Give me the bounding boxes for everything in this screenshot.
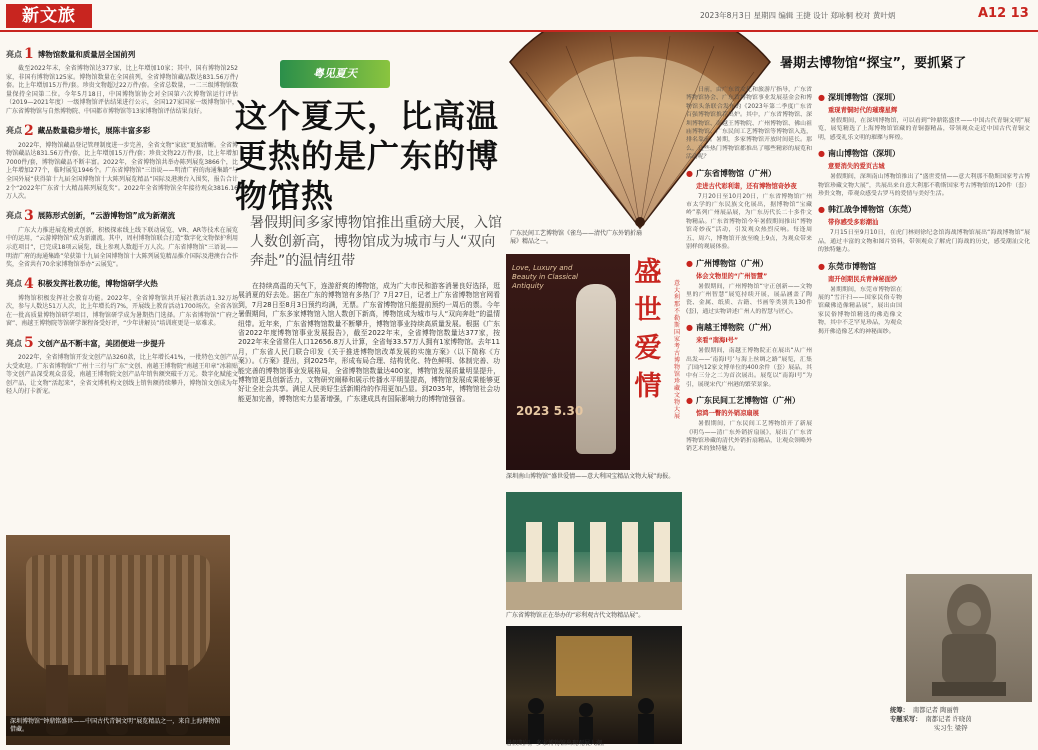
visitors-photo — [506, 626, 682, 744]
museum-section — [818, 204, 1030, 254]
bullet-icon: ● — [686, 396, 693, 406]
credits-block — [890, 706, 1030, 733]
point-label: 亮点 — [6, 126, 22, 136]
bullet-icon: ● — [818, 93, 825, 102]
bronze-vessel-photo — [6, 535, 230, 745]
museum-section — [818, 92, 1030, 142]
point-title: 积极发挥社教功能，博物馆研学火热 — [37, 279, 158, 289]
section-text: 暑假期间，广东民间工艺博物馆开了新展《明鸟——清广东外销折扇展》，展出了广东省博物馆珍藏的清代外销折扇精品，让观众领略外销艺术的独特魅力。 — [686, 421, 812, 453]
statue-figure — [576, 284, 616, 454]
right-column-a — [686, 86, 812, 454]
bullet-icon: ● — [818, 205, 825, 215]
lead-article-text: 在持续高温的天气下，连游舒爽的博物馆，成为广大市民和游客消暑良好选择，逛展消夏的好去处。据在广东的博物馆有多热门？7月27日，记者上广东省博物馆官网看到，7月28日至8月3日预约均满，无票。广东省博物馆只能提前预约一周后的票。今年暑假期间，广东多家博物馆入馆人数创下新高，博物馆成为城市与人“双向奔赴”的温情纽带。近年来，广东省博物馆数量不断攀升，博物馆事业持续高质量发展。根据《广东省2022年度博物馆事业发展报告》，截至2022年末，全省博物馆数量达377家，按2022年末全省常住人口12656.8万人计算，全省每33.57万人拥有1家博物馆。去年11月，广东省人民门联合印发《关于推进博物馆改革发展的实施方案》（以下简称《方案》）。《方案》提出，到2025年，形成布局合理、结构优化、特色鲜明、体制完善、功能完善的博物馆事业发展格局，全省博物馆数量达400家，博物馆发展质量明显提升，博物馆更具创新活力，文物研究阐释和展示传播水平明显提高，博物馆发展成果能够更好让全社会共享。满足人民美好生活新期待的作用更加凸显。到2035年，博物馆社会功能更加完善，博物馆实力显著增强，广东建成具有国际影响力的博物馆强省。 — [238, 282, 500, 403]
museum-section — [818, 261, 1030, 336]
section-title: 南越王博物院（广州） — [695, 323, 776, 333]
bullet-icon: ● — [818, 149, 825, 159]
right-column-b — [818, 86, 1030, 336]
point-4 — [6, 276, 238, 329]
right-intro: 日前，由广东省文化和旅游厅指导，广东省博物馆协会、广东省博物馆事业发展基金会和博物馆头条联合发布的《2023年第二季度广东省百强博物馆推荐出炉。其中，广东省博物馆、深圳博物馆、南越王博物院、广州博物馆、佛山祖庙博物馆、广东民间工艺博物馆等博物馆入选，排名靠前。暑期，多家博物馆开放时间延长。那么，这些热门博物馆都推出了哪些精彩的展览和活动呢？ — [686, 87, 812, 161]
sub-headline: 暑假期间多家博物馆推出重磅大展，入馆人数创新高，博物馆成为城市与人“双向奔赴”的温情纽带 — [250, 215, 502, 269]
point-2 — [6, 123, 238, 202]
point-number: 3 — [24, 207, 34, 224]
section-subtitle: 重现青铜时代的璀璨星辉 — [828, 107, 898, 114]
section-title: 南山博物馆（深圳） — [827, 149, 900, 159]
point-title: 展陈形式创新，“云游博物馆”成为新潮流 — [37, 211, 176, 221]
museum-section — [686, 395, 812, 454]
section-title: 广东省博物馆（广州） — [695, 168, 776, 178]
section-title: 东莞市博物馆 — [827, 261, 876, 271]
point-text: 2022年，博物馆藏品登记管理制度进一步完善，全省文物“家底”更加清晰。全省博物馆藏品达831.56万件/套，比上年增加15万件/套；珍贵文物22万件/套，比上年增加7000件/套，博物馆藏品不断丰富。2022年，全省博物馆共举办陈列展览3866个，比上年增加277个，临时展览1946个。广东省博物馆“三语说——明清广府的海通集路”与全国外展“获得第十九届全国博物馆十大陈列展览精品”国际及港澳台入围奖，报告合计2个“2022年广东省十大精品陈列展览奖”。2022年全省博物馆全年接待观众3816.16万人次。 — [6, 141, 238, 201]
point-text: 2022年，全省博物馆开发文创产品3260款，比上年增长41%，一批特色文创产品大受欢迎。广东省博物馆“广州十三行与广东”文创、南越王博物院“南越王印章”冰箱贴等文创产品深受观众喜爱，南越王博物院文创产品年销售额突破千万元。数字化赋能文创产品，让文物“活起来”，全省文博机构文创线上销售额持续攀升，博物馆文创成为年轻人的打卡新宠。 — [6, 354, 238, 396]
point-label: 亮点 — [6, 338, 22, 348]
bullet-icon: ● — [686, 258, 693, 268]
section-subtitle: 南开创期民兵青神秘面纱 — [828, 275, 898, 283]
section-subtitle: 走进古代彩利谐，还有博物馆奇妙夜 — [696, 182, 797, 190]
visitors-illustration — [506, 626, 682, 744]
exhibition-hall-photo — [506, 492, 682, 610]
red-title-char: 盛 — [634, 257, 662, 288]
edition-date: 2023年8月3日 星期四 编辑 王捷 设计 郑咏桐 校对 黄叶炳 — [700, 11, 896, 20]
point-text: 博物馆积极发挥社会教育功能。2022年，全省博物馆共开展社教活动1.32万场次，参与人数达51万人次，比上年增长约7%，开展线上教育活动1700场次。全省各馆在一批高质量博物馆研学项目，博物馆研学成为暑期热门选择。广东省博物馆“广府之窗”、南越王博物院等馆研学课程备受好评，“少年讲解员”培训班更是一席难求。 — [6, 294, 238, 328]
credit-value: 南都记者 许晓茵 — [925, 716, 972, 723]
point-5 — [6, 335, 238, 397]
point-number: 2 — [24, 122, 34, 139]
point-1 — [6, 46, 238, 117]
section-text: 暑假期间，广州博物馆“守正创新——文物里的广州智慧”展览持续开展，展品涵盖了陶瓷、金属、纸质、古籍、书画等类别共130件(套)，通过实物讲述广州人的智慧与匠心。 — [686, 283, 812, 315]
section-title: 韩江战争博物馆（东莞） — [827, 205, 916, 215]
point-number: 4 — [24, 275, 34, 292]
section-text: 暑期期间，东莞市博物馆在展的“雪汗扫——国家民俗专物馆藏佛造像精品展”，展出由国家民俗博物馆精选的佛造像文物，其中不乏罕见珍品，为观众揭开佛造像艺术的神秘面纱。 — [818, 286, 902, 335]
museum-section — [686, 258, 812, 317]
fan-photo-caption: 广东民间工艺博物馆《雀鸟——清代广东外销折扇展》精品之一。 — [510, 230, 643, 245]
exhibition-poster — [506, 254, 630, 470]
credit-key: 统筹： — [890, 707, 909, 714]
point-number: 5 — [24, 335, 34, 352]
poster-title: Love, Luxury and Beauty in Classical Antiquity — [512, 264, 578, 290]
section-subtitle: 来看“南海I号” — [696, 337, 739, 345]
bullet-icon: ● — [686, 168, 693, 178]
page-number: A12 13 — [978, 6, 1029, 21]
credit-value: 南都记者 陶丽曾 — [912, 707, 959, 714]
section-title: 广州博物馆（广州） — [695, 258, 768, 268]
main-headline: 这个夏天，比高温更热的是广东的博物馆热 — [235, 97, 500, 215]
bronze-vessel-body — [26, 555, 210, 675]
point-label: 亮点 — [6, 211, 22, 221]
section-title: 深圳博物馆（深圳） — [827, 93, 900, 102]
poster-date: 2023 5.30 — [516, 404, 584, 418]
point-text: 广东大力推进展览模式创新，积极探索线上线下联动展览、VR、AR等技术在展览中的运用，“云游博物馆”成为新潮流。其中，周村博物馆联合打造“数字化文物保护利用示范项目”，已完成18项云展览，线上参观人数超千万人次。广东省博物馆“三语说——明清广府的海通集路”荣获第十九届全国博物馆十大陈列展览精品推介国际及港澳台合作奖，全省共有70余家博物馆举办“云展览”。 — [6, 226, 238, 269]
section-subtitle: 体会文物里的“广州智慧” — [696, 272, 768, 280]
hall-photo-caption: 广东省博物馆正在举办的“彩利观古代文物精品展”。 — [506, 612, 645, 619]
buddha-statue-photo — [906, 574, 1032, 702]
point-3 — [6, 208, 238, 270]
section-title: 广东民间工艺博物馆（广州） — [695, 396, 800, 406]
hall-illustration — [506, 492, 682, 610]
museum-section — [686, 168, 812, 252]
section-text: 暑假期间，深圳南山博物馆推出了“盛世爱情——意大利那不勒斯国家考古博物馆珍藏文物大展”，共展出来自意大利那不勒斯国家考古博物馆的120件（套）珍贵文物，带观众感受古罗马的爱情与美好生活。 — [818, 174, 1030, 198]
point-number: 1 — [24, 46, 34, 62]
buddha-illustration — [906, 574, 1032, 702]
section-subtitle: 惊鸿一瞥的外销凉扇展 — [696, 410, 759, 418]
point-title: 文创产品不断丰富，美团便进一步提升 — [37, 338, 166, 348]
red-title-char: 世 — [634, 295, 662, 326]
masthead: 新文旅 — [6, 4, 92, 28]
section-text: 暑假期间，南越王博物院正在展出“从广州出发——‘南海I号’与海上丝绸之路”展览，汇集了国内12家文博单位的400余件（套）展品，其中有三分之二为首次展出。展览以“南海I号”为引，展现宋代广州港的繁荣景象。 — [686, 348, 812, 388]
point-label: 亮点 — [6, 279, 22, 289]
right-headline: 暑期去博物馆“探宝”，要抓紧了 — [780, 56, 967, 71]
credit-value: 实习生 梁锌 — [934, 725, 968, 732]
point-text: 截至2022年末，全省博物馆达377家，比上年增加10家；其中，国有博物馆252家，非国有博物馆125家。博物馆数量在全国前列，全省博物馆藏品数达831.56万件/套。比上年增加15万件/套。珍贵文物超过22万件/套。全省总数量，一二三级博物馆数量保持全国第二位。今年5月18日，中国博物馆协会对全国第六次博物馆运行评估（2019—2021年度）一级博物馆评估结果进行公示，全国127家国家一级博物馆中，广东省博物馆与自然博物院、中国都市博物馆等13家博物馆评估结果良好。 — [6, 65, 238, 115]
section-text: 7月15日至9月10日，在虎门林则徐纪念馆海战博物馆展出“海战博物馆”展品，通过丰富的文物和图片资料，带领观众了解虎门海战的历史，感受潮汕文化的独特魅力。 — [818, 230, 1030, 254]
credit-key: 专题采写： — [890, 716, 922, 723]
point-title: 博物馆数量和质量居全国前列 — [37, 49, 136, 59]
red-title-char: 情 — [634, 371, 662, 402]
poster-red-title — [630, 254, 666, 470]
section-text: 7月20日至10月20日，广东省博物馆广州市太学的广东民族文化展出，据博物馆“宝藏岭”系列广州展品展，为广东历代长二十多件文物精品。广东省博物馆今年暑假期间推出“博物馆奇妙夜”活动，引发观众热烈反响。每逢周五、周六，博物馆开放至晚上9点，为观众带来别样的观展体验。 — [686, 193, 812, 251]
poster-vertical-text: 意大利那不勒斯国家考古博物馆珍藏文物大展 — [674, 280, 681, 420]
poster-caption: 深圳南山博物馆“盛世爱情——意大利国宝精品文物大展”海报。 — [506, 473, 675, 480]
red-title-char: 爱 — [634, 333, 662, 364]
bullet-icon: ● — [818, 261, 825, 271]
section-subtitle: 带你感受多彩潮汕 — [828, 219, 879, 227]
bullet-icon: ● — [686, 323, 693, 333]
bronze-photo-caption: 深圳博物馆“钟鼎铭盛世——中国古代青铜文明”展览精品之一，来自上海博物馆借藏。 — [6, 716, 230, 736]
visitors-photo-caption: 暑假期间，多家博物馆出现观展人潮。 — [506, 740, 609, 747]
museum-section — [818, 148, 1030, 198]
column-badge: 粤见夏天 — [280, 60, 390, 88]
museum-section — [686, 322, 812, 389]
section-text: 暑假期间，在深圳博物馆，可以看到“钟鼎铭盛世——中国古代青铜文明”展览，展览精选了上海博物馆馆藏的青铜器精品，带领观众走近中国古代青铜文明，感受礼乐文明的璀璨与辉煌。 — [818, 118, 1030, 141]
point-title: 藏品数量稳步增长，展陈丰富多彩 — [37, 126, 151, 136]
point-label: 亮点 — [6, 49, 22, 59]
section-subtitle: 意要消失的爱页古城 — [828, 163, 885, 171]
